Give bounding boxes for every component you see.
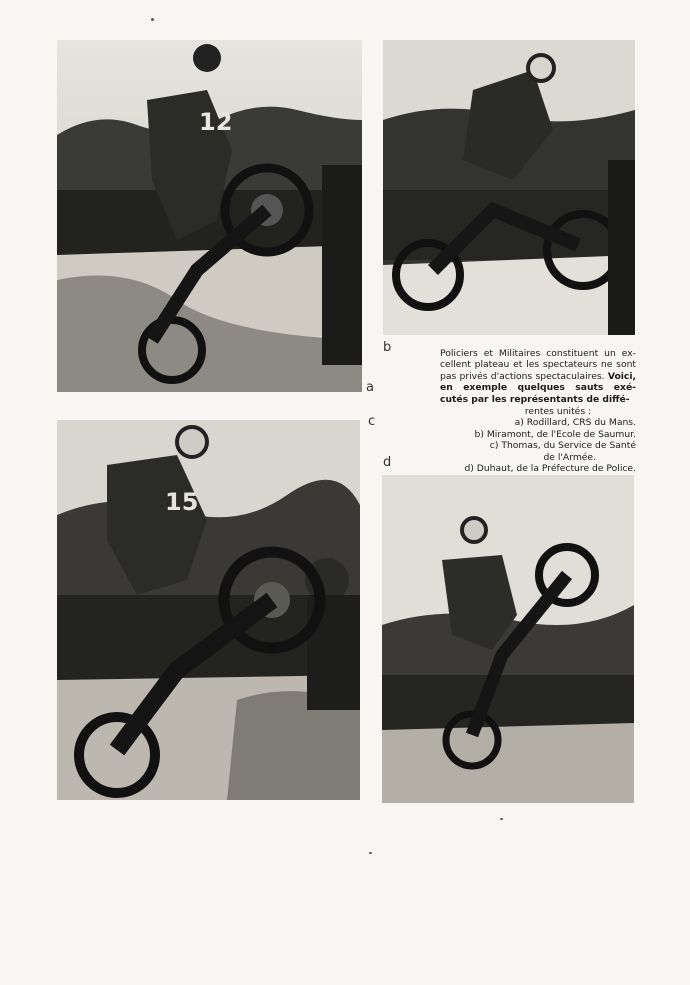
photo-c-motocross-jump (57, 420, 360, 800)
photo-b-motocross-jump (383, 40, 635, 335)
caption-line-3: sont pas privés d'actions spectaculaires. (440, 359, 636, 382)
rider-bib-number: 12 (199, 108, 233, 136)
label-d: d (383, 455, 392, 470)
caption-item-c: c) Thomas, du Service de Santé (489, 440, 636, 452)
caption-item-b: b) Miramont, de l'Ecole de Saumur. (474, 428, 636, 440)
caption-line-6: rentes unités : (524, 406, 592, 418)
photo-caption (440, 348, 636, 474)
caption-line-1: Policiers et Militaires constituent un ex- (440, 348, 636, 359)
scan-speck (500, 818, 503, 820)
caption-line-2: cellent plateau et les spectateurs ne (440, 359, 613, 371)
label-b: b (383, 340, 392, 355)
caption-line-5: cutés par les représentants de diffé- (440, 393, 630, 405)
caption-item-a: a) Rodillard, CRS du Mans. (514, 417, 636, 429)
scan-speck (151, 18, 154, 21)
scan-speck (369, 852, 372, 854)
label-a: a (366, 380, 374, 395)
photo-d-motocross-jump (382, 475, 634, 803)
caption-line-4: Voici, en exemple quelques sauts exé- (440, 370, 637, 394)
photo-a-motocross-jump (57, 40, 362, 392)
caption-item-c-cont: de l'Armée. (543, 451, 596, 463)
rider-bib-number: 15 (165, 488, 199, 516)
label-c: c (368, 414, 376, 429)
caption-item-d: d) Duhaut, de la Préfecture de Police. (464, 463, 636, 475)
